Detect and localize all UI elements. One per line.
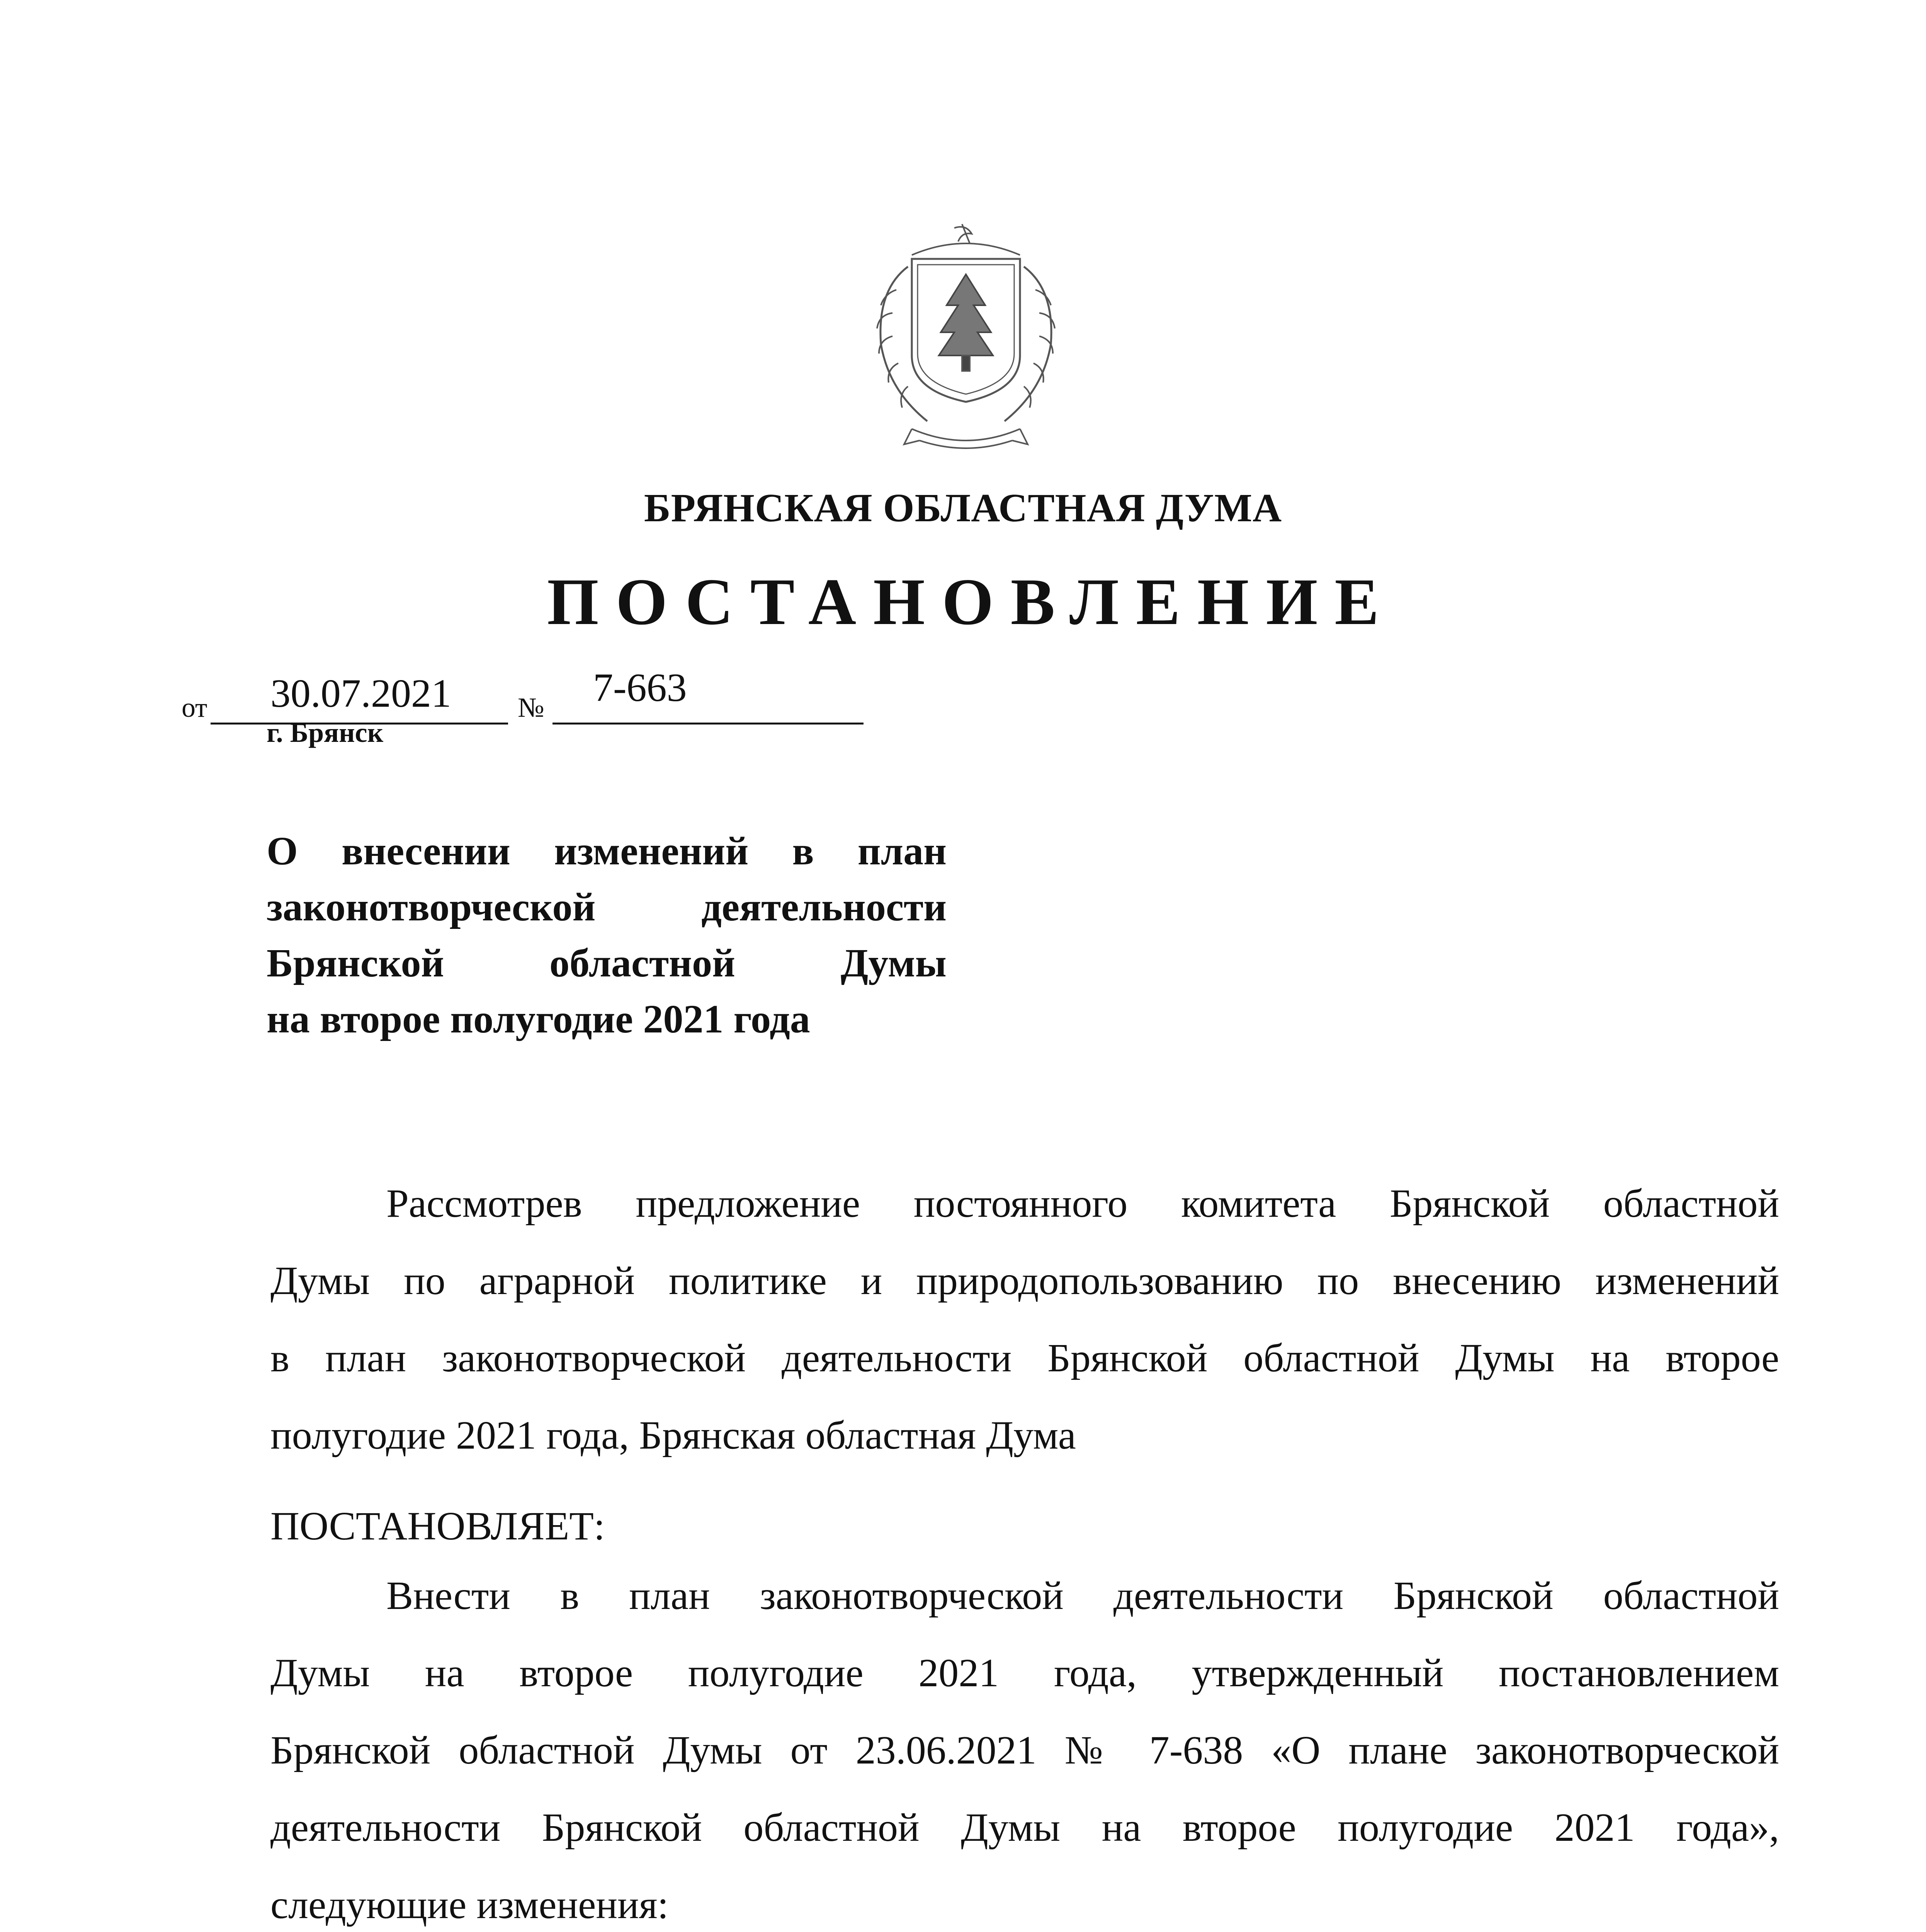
title-line: на второе полугодие 2021 года bbox=[267, 997, 810, 1041]
organization-name: БРЯНСКАЯ ОБЛАСТНАЯ ДУМА bbox=[644, 486, 1282, 530]
resolution-paragraph bbox=[270, 1557, 1779, 1932]
document-number: 7-663 bbox=[593, 665, 687, 710]
paragraph-line: в план законотворческой деятельности Брянской областной Думы на второе bbox=[270, 1336, 1779, 1380]
number-underline bbox=[552, 723, 864, 724]
resolves-heading: ПОСТАНОВЛЯЕТ: bbox=[270, 1504, 605, 1548]
title-line: законотворческой деятельности bbox=[267, 885, 947, 929]
paragraph-line: Брянской областной Думы от 23.06.2021 № 7-638 «О плане законотворческой bbox=[270, 1728, 1779, 1772]
document-type: ПОСТАНОВЛЕНИЕ bbox=[547, 565, 1396, 639]
city: г. Брянск bbox=[267, 717, 384, 748]
paragraph-line: Рассмотрев предложение постоянного комитета Брянской областной bbox=[386, 1181, 1779, 1226]
paragraph-line: деятельности Брянской областной Думы на второе полугодие 2021 года», bbox=[270, 1805, 1779, 1850]
title-line: Брянской областной Думы bbox=[267, 941, 947, 985]
paragraph-line: Думы по аграрной политике и природопользованию по внесению изменений bbox=[270, 1259, 1779, 1303]
title-line: О внесении изменений в план bbox=[267, 829, 947, 873]
paragraph-line: Внести в план законотворческой деятельности Брянской областной bbox=[386, 1573, 1779, 1618]
coat-of-arms-icon bbox=[835, 213, 1097, 468]
paragraph-line: полугодие 2021 года, Брянская областная Дума bbox=[270, 1413, 1076, 1458]
number-label: № bbox=[518, 692, 544, 723]
paragraph-line: Думы на второе полугодие 2021 года, утвержденный постановлением bbox=[270, 1651, 1779, 1695]
preamble-paragraph bbox=[270, 1165, 1779, 1474]
document-title bbox=[267, 823, 947, 1047]
paragraph-line: следующие изменения: bbox=[270, 1883, 669, 1927]
document-date: 30.07.2021 bbox=[270, 671, 451, 716]
date-label: от bbox=[182, 692, 207, 723]
